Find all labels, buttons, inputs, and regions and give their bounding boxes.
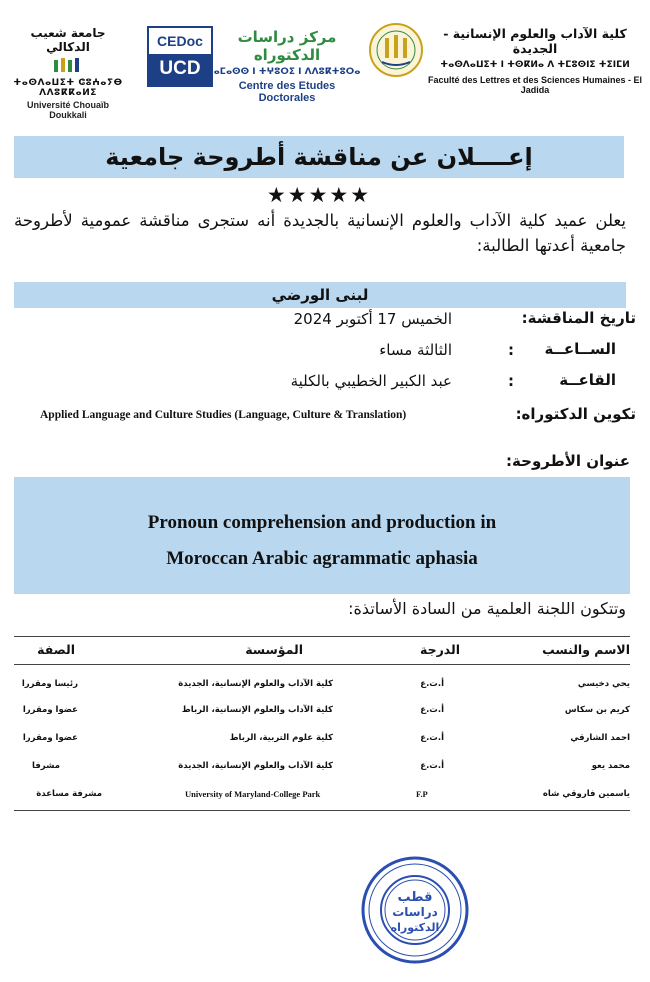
- university-logo: [8, 26, 128, 120]
- time-label: الســاعــة: [544, 340, 616, 358]
- candidate-name: لبنى الورضي: [271, 286, 369, 304]
- cedoc-badge-top: CEDoc: [149, 28, 211, 54]
- table-cell-rank: أ.ت.ع: [420, 733, 444, 743]
- time-value: الثالثة مساء: [379, 341, 452, 359]
- official-seal-stamp: [360, 855, 470, 965]
- table-cell-institution: كلية الآداب والعلوم الإنسانية، الجديدة: [178, 761, 333, 771]
- page-title: إعــــلان عن مناقشة أطروحة جامعية: [105, 143, 533, 171]
- table-cell-rank: F.P: [416, 789, 428, 799]
- hall-colon: :: [508, 372, 514, 390]
- time-colon: :: [508, 341, 514, 359]
- col-header-role: الصفة: [37, 642, 75, 657]
- university-name-tifinagh: ⵜⴰⵙⴷⴰⵡⵉⵜ ⵛⵓⵄⴰⵢⴱ ⴷⴷⵓⴽⴽⴰⵍⵉ: [13, 78, 123, 98]
- university-name-ar: جامعة شعيب الدكالي: [30, 26, 106, 54]
- col-header-institution: المؤسسة: [245, 642, 303, 657]
- table-cell-role: مشرفة مساعدة: [36, 789, 102, 799]
- date-label: تاريخ المناقشة:: [521, 309, 636, 327]
- seal-line-2: دراسات: [392, 905, 438, 919]
- committee-intro: وتتكون اللجنة العلمية من السادة الأساتذة:: [348, 599, 626, 618]
- table-top-rule: [14, 636, 630, 637]
- thesis-title-line-1: Pronoun comprehension and production in: [147, 512, 497, 533]
- table-cell-role: عضوا ومقررا: [22, 705, 78, 715]
- cedoc-name-ar: مركز دراسات الدكتوراه: [237, 28, 337, 64]
- table-cell-institution: كلية الآداب والعلوم الإنسانية، الجديدة: [178, 679, 333, 689]
- table-cell-institution: كلية علوم التربية، الرباط: [229, 733, 333, 743]
- thesis-title-label: عنوان الأطروحة:: [506, 452, 630, 470]
- faculty-name-fr: Faculté des Lettres et des Sciences Humaines - El Jadida: [427, 75, 643, 95]
- date-value: الخميس 17 أكتوبر 2024: [293, 310, 452, 328]
- faculty-name-tifinagh: ⵜⴰⵙⴷⴰⵡⵉⵜ ⵏ ⵜⵙⴽⵍⴰ ⴷ ⵜⵎⵓⵙⵏⵉ ⵜⵉⵏⵎⵍ: [440, 60, 630, 70]
- table-cell-role: رئيسا ومقررا: [21, 679, 78, 689]
- table-cell-role: مشرفا: [32, 761, 60, 771]
- table-header-rule: [14, 664, 630, 665]
- seal-line-1: قطب: [397, 890, 433, 905]
- table-cell-name: ياسمين فاروقي شاه: [542, 789, 630, 799]
- table-cell-institution: كلية الآداب والعلوم الإنسانية، الرباط: [181, 705, 333, 715]
- cedoc-name-fr: Centre des Etudes Doctorales: [238, 80, 336, 104]
- program-value: Applied Language and Culture Studies (Language, Culture & Translation): [40, 409, 407, 421]
- table-cell-rank: أ.ت.ع: [420, 761, 444, 771]
- col-header-name: الاسم والنسب: [542, 642, 630, 657]
- faculty-emblem-icon: [368, 22, 424, 78]
- cedoc-name-block: [212, 28, 362, 104]
- thesis-highlight: [14, 477, 630, 594]
- program-label: تكوين الدكتوراه:: [515, 405, 636, 423]
- cedoc-badge-bottom: UCD: [159, 58, 201, 79]
- col-header-rank: الدرجة: [420, 642, 460, 657]
- table-cell-name: كريم بن سكاس: [564, 705, 630, 715]
- table-cell-rank: أ.ت.ع: [420, 679, 444, 689]
- cedoc-name-tifinagh: ⴰⵎⴰⵙⵙ ⵏ ⵜⵖⵓⵔⵉ ⵏ ⴷⴷⵓⴽⵜⵓⵔⴰ: [213, 67, 361, 77]
- university-emblem-icon: [52, 56, 84, 76]
- table-cell-institution: University of Maryland-College Park: [185, 789, 321, 799]
- table-cell-name: يحي دخيسي: [577, 679, 630, 689]
- table-cell-name: احمد الشارقي: [570, 733, 630, 743]
- seal-line-3: الدكتوراه: [390, 921, 440, 934]
- faculty-name-block: [425, 26, 645, 95]
- stars-divider: ★★★★★: [266, 183, 372, 207]
- table-bottom-rule: [14, 810, 630, 811]
- hall-label: القاعــة: [559, 371, 616, 389]
- thesis-title-line-2: Moroccan Arabic agrammatic aphasia: [166, 548, 478, 569]
- faculty-name-ar: كلية الآداب والعلوم الإنسانية - الجديدة: [443, 26, 627, 56]
- hall-value: عبد الكبير الخطيبي بالكلية: [290, 372, 452, 390]
- table-cell-role: عضوا ومقررا: [22, 733, 78, 743]
- table-cell-rank: أ.ت.ع: [420, 705, 444, 715]
- university-name-fr: Université Chouaïb Doukkali: [26, 100, 109, 120]
- table-cell-name: محمد يعو: [591, 761, 630, 771]
- announcement-intro: يعلن عميد كلية الآداب والعلوم الإنسانية بالجديدة أنه ستجرى مناقشة عمومية لأطروحة جامعية أعدتها الطالبة:: [14, 211, 626, 255]
- cedoc-logo-badge: [147, 26, 213, 87]
